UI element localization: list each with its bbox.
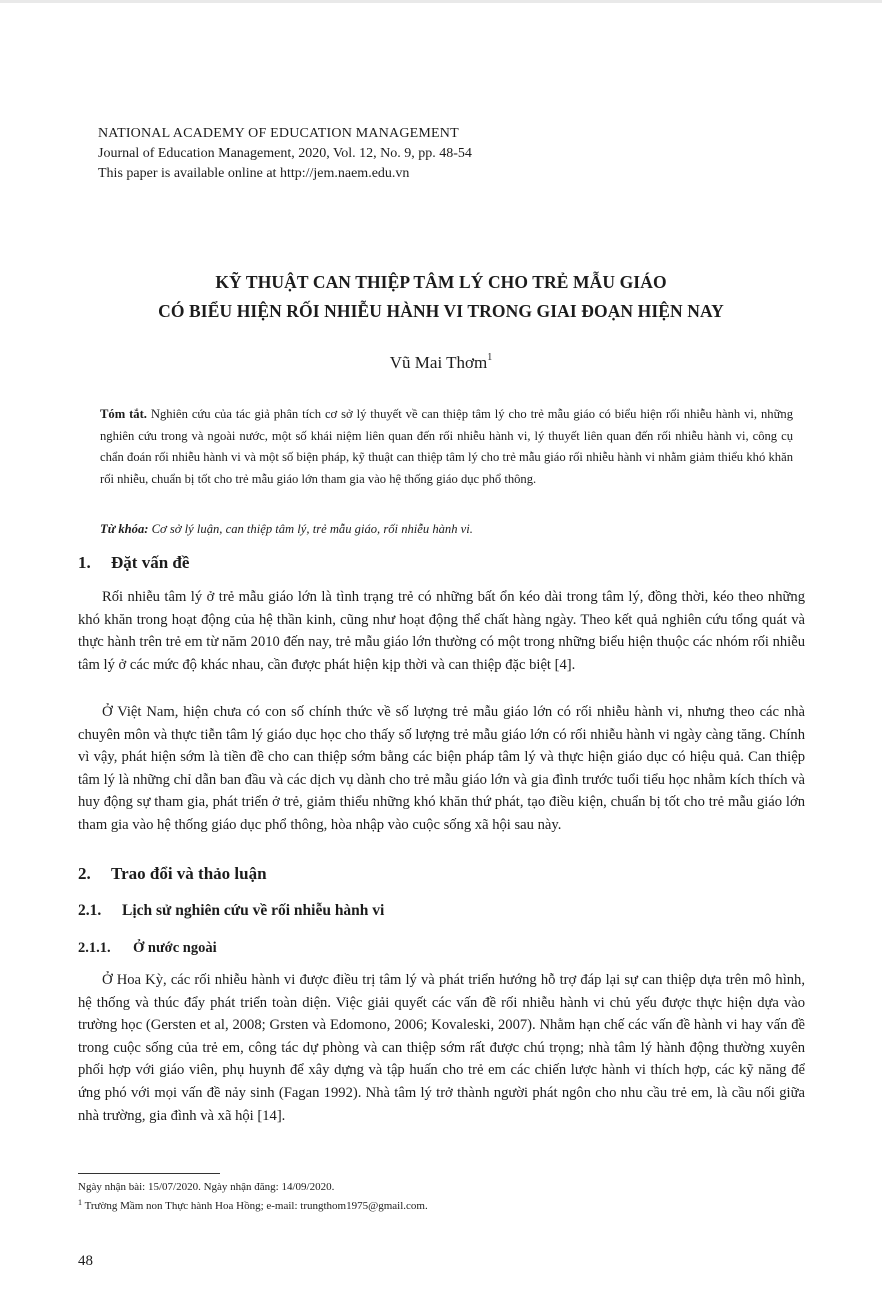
abstract-label: Tóm tắt. (100, 407, 147, 421)
author-footnote-marker: 1 (487, 352, 493, 363)
section-2-heading (78, 864, 267, 884)
footnote-affiliation (78, 1196, 428, 1213)
keywords-text: Cơ sở lý luận, can thiệp tâm lý, trẻ mẫu giáo, rối nhiễu hành vi. (151, 522, 473, 536)
paper-title (60, 268, 822, 326)
institution-name: NATIONAL ACADEMY OF EDUCATION MANAGEMENT (98, 126, 459, 141)
abstract (100, 404, 793, 490)
footnote-marker: 1 (78, 1198, 82, 1207)
section-title: Đặt vấn đề (111, 553, 190, 572)
body-paragraph: Ở Việt Nam, hiện chưa có con số chính thức về số lượng trẻ mẫu giáo lớn có rối nhiễu hành vi, nhưng theo các nhà chuyên môn và thực tiễn tâm lý giáo dục học cho thấy số lượng trẻ mẫu giáo lớn có rối nhiễu hành vi ngày càng tăng. Chính vì vậy, phát hiện sớm là tiền đề cho can thiệp sớm bằng các biện pháp tâm lý và thực hiện giáo dục có hiệu quả. Can thiệp tâm lý là những chỉ dẫn ban đầu và các dịch vụ dành cho trẻ mẫu giáo lớn và gia đình trước tuổi tiểu học nhằm kích thích và huy động sự tham gia, phát triển ở trẻ, giảm thiểu những khó khăn thứ phát, tạo điều kiện, chuẩn bị tốt cho trẻ mẫu giáo lớn tham gia vào hệ thống giáo dục phổ thông, hòa nhập vào cuộc sống xã hội sau này. (78, 704, 805, 833)
section-1-heading (78, 553, 189, 573)
author-name: Vũ Mai Thơm (389, 353, 488, 372)
journal-citation: Journal of Education Management, 2020, Vol. 12, No. 9, pp. 48-54 (98, 146, 472, 161)
section-2-1-1-heading (78, 940, 217, 957)
section-title: Ở nước ngoài (133, 940, 217, 956)
section-title: Trao đổi và thảo luận (111, 864, 267, 883)
page-number: 48 (78, 1253, 93, 1269)
title-line-2: CÓ BIỂU HIỆN RỐI NHIỄU HÀNH VI TRONG GIAI ĐOẠN HIỆN NAY (158, 301, 724, 321)
footnote-affiliation-text: Trường Mầm non Thực hành Hoa Hồng; e-mail: trungthom1975@gmail.com. (84, 1200, 428, 1212)
section-2-1-heading (78, 902, 384, 920)
footnote-divider (78, 1173, 220, 1174)
section-number: 2.1. (78, 902, 102, 919)
footnote-dates: Ngày nhận bài: 15/07/2020. Ngày nhận đăng: 14/09/2020. (78, 1181, 335, 1193)
keywords (100, 522, 793, 537)
section-number: 1. (78, 553, 91, 572)
keywords-label: Từ khóa: (100, 522, 149, 536)
author (0, 352, 882, 373)
section-number: 2.1.1. (78, 940, 111, 956)
abstract-text: Nghiên cứu của tác giả phân tích cơ sở lý thuyết về can thiệp tâm lý cho trẻ mẫu giáo có biểu hiện rối nhiễu hành vi, những nghiên cứu trong và ngoài nước, một số khái niệm liên quan đến rối nhiễu hành vi, lý thuyết liên quan đến rối nhiễu hành vi, công cụ chẩn đoán rối nhiễu hành vi và một số biện pháp, kỹ thuật can thiệp tâm lý cho trẻ mẫu giáo rối nhiễu hành vi nhằm giảm thiểu khó khăn rối nhiễu, chuẩn bị tốt cho trẻ mẫu giáo lớn tham gia vào hệ thống giáo dục phổ thông. (100, 407, 793, 486)
section-title: Lịch sử nghiên cứu về rối nhiễu hành vi (122, 902, 385, 919)
availability-note: This paper is available online at http://jem.naem.edu.vn (98, 166, 410, 181)
title-line-1: KỸ THUẬT CAN THIỆP TÂM LÝ CHO TRẺ MẪU GIÁO (215, 272, 667, 292)
body-paragraph: Ở Hoa Kỳ, các rối nhiễu hành vi được điều trị tâm lý và phát triển hướng hỗ trợ đáp lại sự can thiệp dựa trên mô hình, hệ thống và thúc đẩy phát triển toàn diện. Việc giải quyết các vấn đề rối nhiễu hành vi chủ yếu được thực hiện dựa vào trường học (Gersten et al, 2008; Grsten và Edomono, 2006; Kovaleski, 2007). Nhằm hạn chế các vấn đề hành vi hay vấn đề trong cuộc sống của trẻ em, công tác dự phòng và can thiệp sớm rất được chú trọng; nhà tâm lý hành động thường xuyên phối hợp với giáo viên, phụ huynh để xây dựng và tập huấn cho trẻ em các chiến lược hành vi thích hợp, các kỹ năng để ứng phó với mọi vấn đề nảy sinh (Fagan 1992). Nhà tâm lý trở thành người phát ngôn cho nhu cầu trẻ em, là cầu nối giữa nhà trường, gia đình và xã hội [14]. (78, 972, 805, 1124)
section-number: 2. (78, 864, 91, 883)
journal-header (98, 124, 698, 184)
body-paragraph: Rối nhiễu tâm lý ở trẻ mẫu giáo lớn là tình trạng trẻ có những bất ổn kéo dài trong tâm lý, đồng thời, kéo theo những khó khăn trong hoạt động của hệ thần kinh, cũng như hoạt động thể chất hàng ngày. Theo kết quả nghiên cứu tổng quát và thực hành trên trẻ em từ năm 2010 đến nay, trẻ mẫu giáo lớn thường có một trong những biểu hiện thuộc các nhóm rối nhiễu tâm lý ở các mức độ khác nhau, cần được phát hiện kịp thời và can thiệp đặc biệt [4]. (78, 589, 805, 673)
scan-edge (0, 0, 882, 3)
